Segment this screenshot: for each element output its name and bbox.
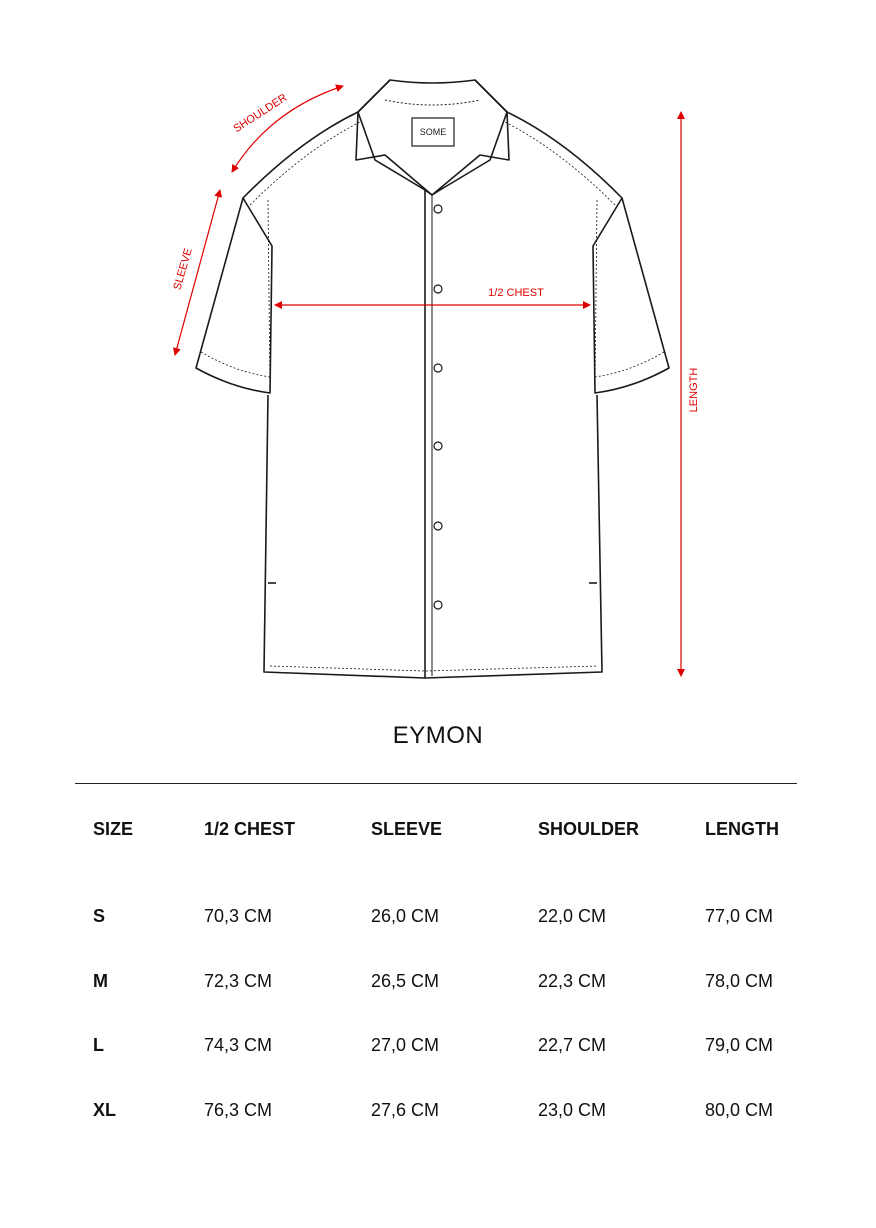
length-cell: 77,0 CM [705,906,774,926]
right-armhole-stitch [595,200,597,390]
measurement-arrows [175,86,681,676]
size-cell: M [93,971,108,991]
right-shoulder-seam [507,112,622,198]
sleeve-cell: 27,0 CM [371,1035,440,1055]
header-length: LENGTH [705,819,779,839]
sleeve-label: SLEEVE [171,246,195,292]
left-cuff-stitch [201,352,270,377]
length-cell: 79,0 CM [705,1035,774,1055]
sleeve-cell: 26,0 CM [371,906,440,926]
left-shoulder-seam [243,112,358,198]
size-cell: L [93,1035,104,1055]
button [434,442,442,450]
header-size: SIZE [93,819,134,839]
left-armhole-stitch [268,200,270,390]
inner-collar [385,100,480,105]
divider [75,783,797,784]
sleeve-cell: 27,6 CM [371,1100,440,1120]
shoulder-cell: 22,0 CM [538,906,607,926]
left-sleeve [196,198,272,393]
shoulder-label: SHOULDER [231,91,290,136]
chest-label: 1/2 CHEST [488,287,544,299]
header-sleeve: SLEEVE [371,819,443,839]
product-name: EYMON [392,722,484,749]
shirt-body [264,395,602,678]
shirt-outline [196,80,669,678]
header-shoulder: SHOULDER [538,819,640,839]
shoulder-cell: 22,3 CM [538,971,607,991]
chest-cell: 72,3 CM [204,971,273,991]
button [434,285,442,293]
shoulder-cell: 23,0 CM [538,1100,607,1120]
length-cell: 78,0 CM [705,971,774,991]
shoulder-cell: 22,7 CM [538,1035,607,1055]
logo-text: SOME [419,127,447,137]
right-yoke-stitch [505,122,615,205]
button [434,364,442,372]
right-sleeve [593,198,669,393]
length-cell: 80,0 CM [705,1100,774,1120]
hem-stitch [270,666,598,671]
neck-label [412,118,454,146]
button [434,601,442,609]
chest-cell: 74,3 CM [204,1035,273,1055]
chest-cell: 76,3 CM [204,1100,273,1120]
sleeve-cell: 26,5 CM [371,971,440,991]
size-cell: XL [93,1100,117,1120]
button [434,522,442,530]
right-cuff-stitch [595,352,664,377]
length-label: LENGTH [688,367,700,413]
chest-cell: 70,3 CM [204,906,273,926]
button [434,205,442,213]
left-yoke-stitch [250,122,360,205]
buttons [434,205,442,609]
size-cell: S [93,906,106,926]
header-chest: 1/2 CHEST [204,819,296,839]
